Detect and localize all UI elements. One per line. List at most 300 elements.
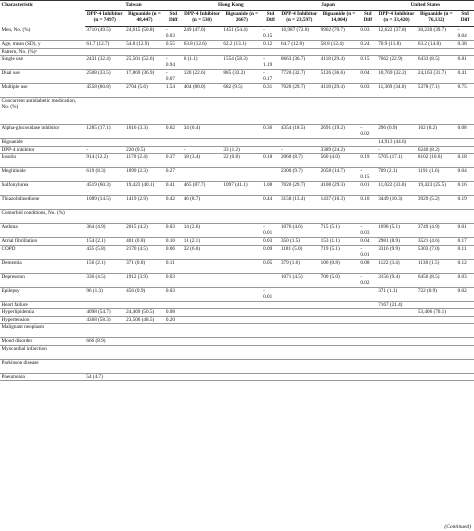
value-cell: 24,469 (50.5): [125, 309, 165, 317]
value-cell: 63.8 (12.6): [182, 41, 222, 49]
std-diff-cell: [359, 139, 377, 147]
value-cell: [319, 324, 359, 338]
row-label: Sulfonylurea: [0, 182, 85, 196]
std-diff-cell: 0.05: [262, 259, 280, 273]
std-diff-cell: [164, 210, 182, 224]
std-diff-cell: - 0.02: [359, 273, 377, 287]
std-diff-cell: 0.04: [359, 70, 377, 84]
value-cell: [377, 48, 417, 56]
value-cell: 3929 (5.2): [416, 196, 456, 210]
row-label: Myocardial infarction: [0, 345, 85, 359]
std-diff-cell: [164, 345, 182, 359]
value-cell: 54.8 (12.9): [125, 41, 165, 49]
value-cell: [222, 373, 262, 381]
row-label: Dementia: [0, 259, 85, 273]
value-cell: 154 (2.1): [85, 238, 125, 246]
std-diff-cell: - 0.15: [359, 168, 377, 182]
sub-header: Std Diff: [164, 11, 182, 27]
value-cell: 11,369 (34.0): [377, 84, 417, 98]
value-cell: 4368 (58.3): [85, 316, 125, 324]
value-cell: 364 (4.9): [85, 224, 125, 238]
std-diff-cell: [262, 316, 280, 324]
value-cell: 619 (8.3): [85, 168, 125, 182]
value-cell: 719 (5.1): [319, 245, 359, 259]
table-row: [0, 48, 474, 56]
row-label: Men, No. (%): [0, 27, 85, 41]
value-cell: 3521 (4.6): [416, 238, 456, 246]
value-cell: -: [182, 146, 222, 154]
value-cell: 11,022 (33.0): [377, 182, 417, 196]
std-diff-cell: [456, 324, 474, 338]
std-diff-cell: [456, 338, 474, 346]
value-cell: 32 (6.0): [182, 245, 222, 259]
value-cell: 22 (0.8): [222, 154, 262, 168]
value-cell: 3749 (4.9): [416, 224, 456, 238]
table-row: [0, 125, 474, 139]
std-diff-cell: [262, 273, 280, 287]
table-row: [0, 359, 474, 373]
value-cell: [319, 373, 359, 381]
value-cell: 120 (22.6): [182, 70, 222, 84]
value-cell: 6456 (8.5): [416, 273, 456, 287]
value-cell: [377, 345, 417, 359]
value-cell: [416, 345, 456, 359]
value-cell: [182, 259, 222, 273]
value-cell: [182, 338, 222, 346]
table-row: [0, 338, 474, 346]
std-diff-cell: [359, 301, 377, 309]
value-cell: 3389 (24.2): [319, 146, 359, 154]
value-cell: [222, 287, 262, 301]
value-cell: 2058 (14.7): [319, 168, 359, 182]
value-cell: [125, 359, 165, 373]
row-label: Comorbid conditions, No. (%): [0, 210, 85, 224]
row-label: Atrial fibrillation: [0, 238, 85, 246]
country-header-taiwan: Taiwan: [85, 1, 182, 11]
std-diff-cell: [262, 168, 280, 182]
value-cell: 249 (47.0): [182, 27, 222, 41]
value-cell: 1181 (5.0): [279, 245, 319, 259]
value-cell: 62.2 (13.1): [222, 41, 262, 49]
std-diff-cell: 1.54: [164, 84, 182, 98]
value-cell: 33 (1.2): [222, 146, 262, 154]
table-row: [0, 210, 474, 224]
value-cell: 2300 (9.7): [279, 168, 319, 182]
value-cell: 1089 (14.5): [85, 196, 125, 210]
value-cell: 7662 (22.9): [377, 56, 417, 70]
value-cell: [182, 345, 222, 359]
std-diff-cell: [262, 338, 280, 346]
value-cell: 7020 (29.7): [279, 182, 319, 196]
value-cell: 666 (8.9): [85, 338, 125, 346]
value-cell: [416, 338, 456, 346]
value-cell: 16,987 (72.0): [279, 27, 319, 41]
row-label: Depression: [0, 273, 85, 287]
value-cell: [182, 48, 222, 56]
value-cell: [319, 316, 359, 324]
std-diff-cell: - 1.19: [262, 56, 280, 70]
value-cell: 10,769 (32.2): [377, 70, 417, 84]
value-cell: [222, 345, 262, 359]
std-diff-cell: 0.10: [359, 196, 377, 210]
value-cell: 885 (33.2): [222, 70, 262, 84]
std-diff-cell: [359, 210, 377, 224]
value-cell: 46 (8.7): [182, 196, 222, 210]
std-diff-cell: 0.36: [262, 125, 280, 139]
value-cell: [182, 210, 222, 224]
value-cell: [182, 139, 222, 147]
std-diff-cell: [456, 139, 474, 147]
table-body: [0, 27, 474, 381]
std-diff-cell: [164, 324, 182, 338]
value-cell: [279, 287, 319, 301]
std-diff-cell: 1.08: [262, 182, 280, 196]
std-diff-cell: [262, 301, 280, 309]
value-cell: [319, 309, 359, 317]
value-cell: [85, 98, 125, 125]
std-diff-cell: 0.03: [164, 224, 182, 238]
std-diff-cell: [262, 139, 280, 147]
value-cell: [85, 345, 125, 359]
value-cell: 6433 (8.5): [416, 56, 456, 70]
value-cell: [125, 373, 165, 381]
value-cell: [182, 316, 222, 324]
std-diff-cell: - 0.02: [359, 125, 377, 139]
value-cell: 9902 (70.7): [319, 27, 359, 41]
std-diff-cell: - 0.07: [164, 70, 182, 84]
value-cell: 5126 (36.6): [319, 70, 359, 84]
sub-header: DPP-4 Inhibitor (n = 530): [182, 11, 222, 27]
value-cell: 19,423 (40.1): [125, 182, 165, 196]
table-row: [0, 70, 474, 84]
std-diff-cell: [359, 287, 377, 301]
table-row: [0, 98, 474, 125]
row-label: Heart failure: [0, 301, 85, 309]
sub-header: Biguanide (n = 48,447): [125, 11, 165, 27]
value-cell: 1451 (54.4): [222, 27, 262, 41]
std-diff-cell: 0.08: [456, 125, 474, 139]
value-cell: [377, 98, 417, 125]
std-diff-cell: [359, 146, 377, 154]
sub-header: Biguanide (n = 2667): [222, 11, 262, 27]
std-diff-cell: 0.19: [456, 196, 474, 210]
std-diff-cell: [262, 309, 280, 317]
std-diff-cell: 0.12: [262, 41, 280, 49]
std-diff-cell: 0.18: [456, 154, 474, 168]
row-label: Multiple use: [0, 84, 85, 98]
value-cell: [279, 98, 319, 125]
std-diff-cell: [456, 210, 474, 224]
table-row: [0, 245, 474, 259]
value-cell: [125, 98, 165, 125]
value-cell: [182, 359, 222, 373]
std-diff-cell: - 0.04: [456, 27, 474, 41]
value-cell: 1170 (2.4): [125, 154, 165, 168]
std-diff-cell: 0.03: [456, 273, 474, 287]
row-label: Meglitinide: [0, 168, 85, 182]
value-cell: [222, 139, 262, 147]
std-diff-cell: - 0.01: [262, 287, 280, 301]
row-label: Thiazolidinedione: [0, 196, 85, 210]
std-diff-cell: [262, 324, 280, 338]
value-cell: [279, 338, 319, 346]
value-cell: [182, 273, 222, 287]
std-diff-cell: 0.10: [164, 238, 182, 246]
value-cell: 2691 (19.2): [319, 125, 359, 139]
value-cell: 296 (0.9): [377, 125, 417, 139]
value-cell: 4098 (54.7): [85, 309, 125, 317]
row-label: Hyperlipidemia: [0, 309, 85, 317]
value-cell: 3316 (9.9): [377, 245, 417, 259]
std-diff-cell: 0.20: [164, 316, 182, 324]
header-country-row: [0, 1, 474, 11]
std-diff-cell: [164, 98, 182, 125]
value-cell: 7720 (32.7): [279, 70, 319, 84]
value-cell: 162 (0.2): [416, 125, 456, 139]
value-cell: [222, 238, 262, 246]
value-cell: 34 (6.4): [182, 125, 222, 139]
value-cell: 61.7 (12.7): [85, 41, 125, 49]
std-diff-cell: - 0.17: [262, 70, 280, 84]
value-cell: 4558 (60.8): [85, 84, 125, 98]
value-cell: 1437 (10.3): [319, 196, 359, 210]
std-diff-cell: 0.81: [456, 56, 474, 70]
value-cell: [182, 301, 222, 309]
value-cell: 153 (1.1): [319, 238, 359, 246]
std-diff-cell: 0.03: [164, 273, 182, 287]
table-row: [0, 182, 474, 196]
std-diff-cell: [164, 359, 182, 373]
std-diff-cell: 0.04: [456, 168, 474, 182]
value-cell: 24,163 (31.7): [416, 70, 456, 84]
std-diff-cell: [456, 345, 474, 359]
value-cell: 722 (0.9): [416, 287, 456, 301]
value-cell: [125, 48, 165, 56]
value-cell: [416, 301, 456, 309]
value-cell: [222, 301, 262, 309]
value-cell: 23,506 (48.5): [125, 316, 165, 324]
value-cell: [377, 338, 417, 346]
value-cell: [85, 324, 125, 338]
country-header-hong-kong: Hong Kong: [182, 1, 279, 11]
table-row: [0, 224, 474, 238]
row-label: COPD: [0, 245, 85, 259]
row-label: Concurrent antidiabetic medication, No. (%): [0, 98, 85, 125]
value-cell: 156 (2.1): [85, 259, 125, 273]
value-cell: [319, 359, 359, 373]
std-diff-cell: 0.03: [262, 238, 280, 246]
sub-header: Std Diff: [359, 11, 377, 27]
row-label: Insulin: [0, 154, 85, 168]
value-cell: 25,501 (52.6): [125, 56, 165, 70]
std-diff-cell: 0.08: [359, 259, 377, 273]
row-label: Dual use: [0, 70, 85, 84]
value-cell: [319, 338, 359, 346]
row-label: Pattern, No. (%)ᵃ: [0, 48, 85, 56]
std-diff-cell: - 0.01: [262, 224, 280, 238]
std-diff-cell: - 0.01: [359, 245, 377, 259]
value-cell: 4108 (29.3): [319, 182, 359, 196]
value-cell: [319, 345, 359, 359]
value-cell: [85, 301, 125, 309]
std-diff-cell: 0.31: [262, 84, 280, 98]
value-cell: 3156 (9.4): [377, 273, 417, 287]
std-diff-cell: 0.41: [456, 70, 474, 84]
std-diff-cell: 0.17: [456, 238, 474, 246]
std-diff-cell: [164, 301, 182, 309]
std-diff-cell: [164, 146, 182, 154]
std-diff-cell: 0.06: [164, 245, 182, 259]
value-cell: 1076 (4.6): [279, 224, 319, 238]
value-cell: 96 (1.3): [85, 287, 125, 301]
table-row: [0, 168, 474, 182]
value-cell: 560 (4.0): [319, 154, 359, 168]
std-diff-cell: 0.44: [262, 196, 280, 210]
value-cell: [182, 98, 222, 125]
value-cell: [182, 287, 222, 301]
std-diff-cell: 0.42: [164, 196, 182, 210]
std-diff-cell: [359, 359, 377, 373]
table-row: [0, 301, 474, 309]
value-cell: 19,423 (25.5): [416, 182, 456, 196]
value-cell: 371 (1.1): [377, 287, 417, 301]
std-diff-cell: [262, 48, 280, 56]
value-cell: [319, 210, 359, 224]
value-cell: 1191 (1.6): [416, 168, 456, 182]
sub-header: Biguanide (n = 14,004): [319, 11, 359, 27]
value-cell: 435 (5.8): [85, 245, 125, 259]
value-cell: [279, 359, 319, 373]
value-cell: [222, 359, 262, 373]
table-row: [0, 324, 474, 338]
value-cell: 2170 (4.5): [125, 245, 165, 259]
value-cell: [125, 139, 165, 147]
std-diff-cell: [456, 301, 474, 309]
value-cell: [222, 316, 262, 324]
value-cell: 4354 (18.5): [279, 125, 319, 139]
std-diff-cell: 0.38: [456, 41, 474, 49]
country-header-united-states: United States: [377, 1, 474, 11]
value-cell: [279, 373, 319, 381]
value-cell: 53,406 (70.1): [416, 309, 456, 317]
value-cell: 11 (2.1): [182, 238, 222, 246]
value-cell: [279, 48, 319, 56]
std-diff-cell: [262, 98, 280, 125]
value-cell: 12,622 (37.8): [377, 27, 417, 41]
value-cell: [222, 196, 262, 210]
value-cell: [319, 48, 359, 56]
table-row: [0, 56, 474, 70]
value-cell: [279, 309, 319, 317]
table-row: [0, 287, 474, 301]
value-cell: [416, 316, 456, 324]
value-cell: [416, 210, 456, 224]
value-cell: [279, 345, 319, 359]
value-cell: [222, 259, 262, 273]
value-cell: [222, 273, 262, 287]
value-cell: 1099 (2.3): [125, 168, 165, 182]
value-cell: [222, 245, 262, 259]
std-diff-cell: 0.11: [456, 245, 474, 259]
table-row: [0, 154, 474, 168]
value-cell: 8663 (36.7): [279, 56, 319, 70]
value-cell: 456 (0.9): [125, 287, 165, 301]
std-diff-cell: [456, 146, 474, 154]
value-cell: 14 (2.6): [182, 224, 222, 238]
value-cell: 2015 (4.2): [125, 224, 165, 238]
std-diff-cell: 0.75: [456, 84, 474, 98]
row-label: Epilepsy: [0, 287, 85, 301]
value-cell: 700 (5.0): [319, 273, 359, 287]
value-cell: [182, 168, 222, 182]
value-cell: [279, 324, 319, 338]
row-label: Biguanide: [0, 139, 85, 147]
value-cell: [319, 98, 359, 125]
value-cell: 24,615 (50.8): [125, 27, 165, 41]
value-cell: [279, 210, 319, 224]
value-cell: [222, 309, 262, 317]
value-cell: 1097 (41.1): [222, 182, 262, 196]
value-cell: 1616 (3.3): [125, 125, 165, 139]
value-cell: [416, 48, 456, 56]
std-diff-cell: 0.41: [164, 182, 182, 196]
value-cell: [279, 316, 319, 324]
value-cell: [85, 139, 125, 147]
value-cell: [377, 316, 417, 324]
country-header-japan: Japan: [279, 1, 376, 11]
value-cell: 709 (2.1): [377, 168, 417, 182]
std-diff-cell: [262, 359, 280, 373]
value-cell: 371 (0.8): [125, 259, 165, 273]
value-cell: [279, 301, 319, 309]
value-cell: 3449 (10.3): [377, 196, 417, 210]
value-cell: [125, 345, 165, 359]
value-cell: 1912 (3.9): [125, 273, 165, 287]
value-cell: [319, 301, 359, 309]
std-diff-cell: - 0.15: [262, 27, 280, 41]
table-row: [0, 41, 474, 49]
std-diff-cell: [164, 373, 182, 381]
std-diff-cell: - 0.03: [359, 224, 377, 238]
value-cell: 106 (0.8): [319, 259, 359, 273]
row-label: Mood disorder: [0, 338, 85, 346]
table-row: [0, 196, 474, 210]
value-cell: 6240 (8.2): [416, 146, 456, 154]
value-cell: 4118 (29.4): [319, 84, 359, 98]
value-cell: [416, 373, 456, 381]
table-row: [0, 273, 474, 287]
value-cell: 2060 (8.7): [279, 154, 319, 168]
table-row: [0, 27, 474, 41]
value-cell: [416, 359, 456, 373]
value-cell: 4519 (60.3): [85, 182, 125, 196]
row-label: Malignant neoplasm: [0, 324, 85, 338]
value-cell: [85, 48, 125, 56]
row-label: Alpha-glucosidase inhibitor: [0, 125, 85, 139]
value-cell: [416, 324, 456, 338]
table-row: [0, 373, 474, 381]
std-diff-cell: 0.16: [456, 182, 474, 196]
std-diff-cell: [164, 338, 182, 346]
value-cell: [222, 338, 262, 346]
characteristic-header: Characteristic: [1, 2, 34, 8]
value-cell: 64.7 (12.8): [279, 41, 319, 49]
value-cell: [125, 301, 165, 309]
std-diff-cell: [262, 373, 280, 381]
value-cell: [182, 309, 222, 317]
std-diff-cell: [262, 210, 280, 224]
std-diff-cell: 0.11: [164, 259, 182, 273]
